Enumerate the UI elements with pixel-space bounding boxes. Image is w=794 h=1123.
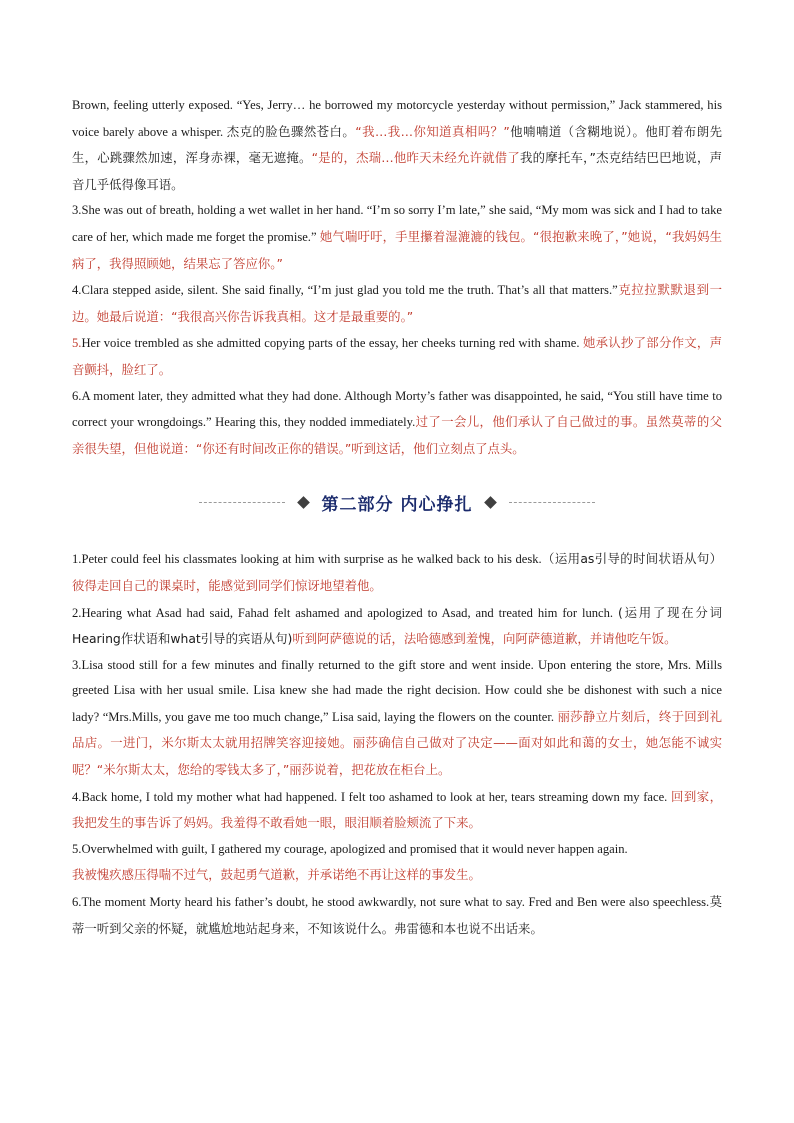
part2-heading bbox=[72, 482, 722, 522]
chinese-translation-text: 丽莎静立片刻后，终于回到礼品店。一进门，米尔斯太太就用招牌笑容迎接她。丽莎确信自己做对了决定——面对如此和蔼的女士，她怎能不诚实呢？“米尔斯太太，您给的零钱太多了，”丽莎说着，把花放在柜台上。 bbox=[72, 708, 723, 778]
chinese-translation-text: 回到家，我把发生的事告诉了妈妈。我羞得不敢看她一眼，眼泪顺着脸颊流了下来。 bbox=[72, 788, 722, 831]
english-text: 3.Lisa stood still for a few minutes and finally returned to the gift store and went inside. Upon entering the store, Mrs. Mills greeted Lisa with her usual smile. Lisa knew she had made the right decision. How could she be dishonest with such a nice lady? “Mrs.Mills, you gave me too much change,” Lisa said, laying the flowers on the counter. bbox=[72, 657, 722, 724]
part2-item bbox=[72, 784, 722, 837]
part1-item bbox=[72, 93, 722, 198]
chinese-translation-text: “我…我…你知道真相吗？” bbox=[355, 123, 510, 139]
english-text: 3.She was out of breath, holding a wet wallet in her hand. “I’m so sorry I’m late,” she said, “My mom was sick and I had to take care of her, which made me forget the promise.” bbox=[72, 203, 722, 244]
part1-item bbox=[72, 384, 722, 463]
document-page bbox=[72, 93, 722, 942]
part2-section bbox=[72, 546, 722, 942]
chinese-translation-text: 杰克的脸色骤然苍白。 bbox=[226, 123, 356, 139]
chinese-translation-text: (运用了现在分词Hearing作状语和what引导的宾语从句) bbox=[72, 604, 722, 647]
english-text: 2.Hearing what Asad had said, Fahad felt ashamed and apologized to Asad, and treated him for lunch. bbox=[72, 605, 618, 620]
part2-heading-text: 第二部分 内心挣扎 bbox=[321, 494, 473, 515]
heading-dash-left bbox=[199, 502, 285, 503]
part2-item bbox=[72, 653, 722, 784]
chinese-translation-text: 过了一会儿，他们承认了自己做过的事。虽然莫蒂的父亲很失望，但他说道：“你还有时间改正你的错误。”听到这话，他们立刻点了点头。 bbox=[72, 414, 723, 456]
part2-item bbox=[72, 546, 722, 599]
chinese-translation-text: （运用as引导的时间状语从句） bbox=[541, 551, 722, 567]
english-text: 6.A moment later, they admitted what they had done. Although Morty’s father was disappointed, he said, “You still have time to correct your wrongdoings.” Hearing this, they nodded immediately. bbox=[72, 388, 722, 430]
heading-dash-right bbox=[509, 502, 595, 503]
english-text: 1.Peter could feel his classmates looking at him with surprise as he walked back to his desk. bbox=[72, 552, 542, 567]
chinese-translation-text: 我的摩托车，”杰克结结巴巴地说，声音几乎低得像耳语。 bbox=[72, 150, 722, 192]
chinese-translation-text: 彼得走回自己的课桌时，能感觉到同学们惊讶地望着他。 bbox=[72, 577, 382, 593]
diamond-icon bbox=[485, 496, 498, 509]
english-text: 5.Overwhelmed with guilt, I gathered my courage, apologized and promised that it would never happen again. bbox=[72, 841, 628, 856]
english-text: 5. bbox=[72, 336, 82, 351]
english-text: Her voice trembled as she admitted copying parts of the essay, her cheeks turning red with shame. bbox=[81, 336, 583, 351]
english-text: 4.Clara stepped aside, silent. She said finally, “I’m just glad you told me the truth. That’s all that matters.” bbox=[72, 283, 618, 298]
chinese-translation-text: 她承认抄了部分作文，声音颤抖，脸红了。 bbox=[72, 335, 722, 377]
part1-item bbox=[72, 277, 722, 330]
part2-item bbox=[72, 600, 722, 653]
chinese-translation-text: 他喃喃道（含糊地说）。他盯着布朗先生，心跳骤然加速，浑身赤裸，毫无遮掩。 bbox=[72, 123, 723, 166]
diamond-icon bbox=[297, 496, 310, 509]
chinese-translation-text: 听到阿萨德说的话，法哈德感到羞愧，向阿萨德道歉，并请他吃午饭。 bbox=[292, 631, 677, 647]
chinese-translation-text: 克拉拉默默退到一边。她最后说道：“我很高兴你告诉我真相。这才是最重要的。” bbox=[72, 282, 722, 324]
english-text: Brown, feeling utterly exposed. “Yes, Jerry… he borrowed my motorcycle yesterday without permission,” Jack stammered, his voice barely above a whisper. bbox=[72, 98, 722, 139]
chinese-translation-text: 莫蒂一听到父亲的怀疑，就尴尬地站起身来，不知该说什么。弗雷德和本也说不出话来。 bbox=[72, 894, 723, 936]
part2-item bbox=[72, 837, 722, 889]
english-text: 4.Back home, I told my mother what had happened. I felt too ashamed to look at her, tears streaming down my face. bbox=[72, 789, 671, 804]
chinese-translation-text: “是的，杰瑞…他昨天未经允许就借了 bbox=[311, 150, 521, 166]
part1-section bbox=[72, 93, 722, 462]
part2-item bbox=[72, 889, 722, 942]
chinese-translation-text: 我被愧疚感压得喘不过气，鼓起勇气道歉，并承诺绝不再让这样的事发生。 bbox=[72, 867, 481, 883]
english-text: 6.The moment Morty heard his father’s doubt, he stood awkwardly, not sure what to say. Fred and Ben were also speechless. bbox=[72, 895, 710, 910]
part1-item bbox=[72, 330, 722, 383]
part1-item bbox=[72, 198, 722, 277]
chinese-translation-text: 她气喘吁吁，手里攥着湿漉漉的钱包。“很抱歉来晚了，”她说，“我妈妈生病了，我得照顾她，结果忘了答应你。” bbox=[72, 228, 722, 271]
